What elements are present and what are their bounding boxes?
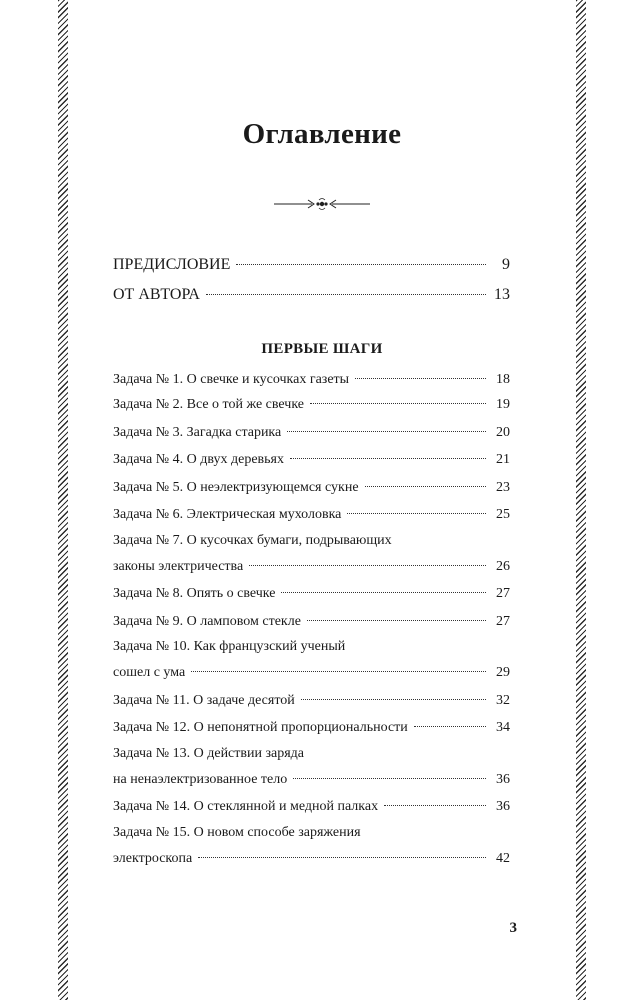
dot-leader [290, 458, 486, 459]
toc-entry-title: ОТ АВТОРА [113, 286, 200, 303]
toc-entry-page: 27 [496, 613, 510, 629]
toc-entry-title: Задача № 14. О стеклянной и медной палках [113, 799, 379, 814]
section-title: ПЕРВЫЕ ШАГИ [261, 341, 383, 357]
toc-entry-row[interactable] [113, 501, 510, 529]
toc-entry-title: ПРЕДИСЛОВИЕ [113, 256, 231, 273]
toc-entry-title: Задача № 1. О свечке и кусочках газеты [113, 372, 350, 387]
dot-leader [384, 805, 486, 806]
toc-entry-page: 29 [496, 665, 510, 680]
dot-leader [198, 857, 486, 858]
dot-leader [191, 671, 486, 672]
dot-leader [293, 778, 486, 779]
dot-leader [206, 294, 486, 295]
toc-entry-title: Задача № 6. Электрическая мухоловка [113, 507, 342, 522]
dot-leader [281, 592, 486, 593]
dot-leader [249, 565, 486, 566]
toc-entry-title: законы электричества [113, 558, 244, 574]
toc-entry-page: 36 [496, 771, 510, 787]
toc-entry-title: Задача № 8. Опять о свечке [113, 586, 276, 601]
toc-entry-line[interactable] [113, 821, 510, 845]
toc-entry-page: 25 [496, 507, 510, 522]
toc-entry-page: 21 [496, 452, 510, 467]
toc-entry-title: Задача № 10. Как французский ученый [113, 639, 346, 654]
toc-entry-title: Задача № 3. Загадка старика [113, 424, 282, 440]
toc-entry-page: 32 [496, 692, 510, 708]
toc-entry-title: сошел с ума [113, 665, 186, 680]
dot-leader [301, 699, 486, 700]
toc-entry-line[interactable] [113, 742, 510, 766]
toc-entry-page: 20 [496, 424, 510, 440]
dot-leader [414, 726, 486, 727]
toc-entry-row[interactable] [113, 766, 510, 794]
toc-entry-row[interactable] [113, 845, 510, 873]
toc-entry-row[interactable] [113, 580, 510, 608]
toc-entry-page: 27 [496, 586, 510, 601]
toc-entry-row[interactable] [113, 391, 510, 419]
toc-entry-title: Задача № 2. Все о той же свечке [113, 397, 304, 412]
toc-entry-page: 36 [496, 799, 510, 814]
toc-entry-line[interactable] [113, 635, 510, 659]
toc-entry-page: 23 [496, 479, 510, 495]
toc-entry-row[interactable] [113, 474, 510, 502]
toc-entry-title: электроскопа [113, 850, 193, 866]
toc-entry-title: Задача № 4. О двух деревьях [113, 452, 284, 467]
toc-list [113, 369, 510, 872]
toc-entry-row[interactable] [113, 280, 510, 310]
toc-entry-row[interactable] [113, 419, 510, 447]
toc-entry-page: 19 [496, 397, 510, 412]
dot-leader [236, 264, 486, 265]
toc-entry-row[interactable] [113, 369, 510, 391]
dot-leader [365, 486, 486, 487]
toc-entry-line[interactable] [113, 529, 510, 553]
toc-entry-page: 42 [496, 850, 510, 866]
toc-entry-title: на ненаэлектризованное тело [113, 771, 288, 787]
toc-entry-title: Задача № 9. О ламповом стекле [113, 613, 301, 629]
dot-leader [347, 513, 486, 514]
page-number: 3 [509, 920, 517, 936]
toc-entry-page: 26 [496, 558, 510, 574]
toc-entry-page: 18 [496, 372, 510, 387]
toc-entry-page: 9 [502, 256, 510, 273]
toc-entry-title: Задача № 15. О новом способе заряжения [113, 824, 361, 840]
toc-entry-row[interactable] [113, 793, 510, 821]
ornament-divider [272, 197, 372, 211]
toc-entry-title: Задача № 11. О задаче десятой [113, 692, 295, 708]
toc-entry-title: Задача № 12. О непонятной пропорциональности [113, 720, 408, 735]
toc-entry-title: Задача № 7. О кусочках бумаги, подрывающих [113, 532, 392, 548]
toc-entry-row[interactable] [113, 250, 510, 280]
front-matter-list [113, 250, 510, 310]
toc-entry-title: Задача № 13. О действии заряда [113, 745, 305, 761]
toc-entry-row[interactable] [113, 714, 510, 742]
dot-leader [355, 378, 486, 379]
toc-entry-title: Задача № 5. О неэлектризующемся сукне [113, 479, 359, 495]
toc-entry-page: 13 [494, 286, 510, 303]
toc-entry-row[interactable] [113, 608, 510, 636]
toc-entry-row[interactable] [113, 553, 510, 581]
dot-leader [287, 431, 486, 432]
page-title: Оглавление [242, 118, 402, 150]
dot-leader [310, 403, 486, 404]
toc-entry-row[interactable] [113, 446, 510, 474]
toc-entry-row[interactable] [113, 659, 510, 687]
toc-entry-row[interactable] [113, 687, 510, 715]
dot-leader [307, 620, 486, 621]
toc-entry-page: 34 [496, 720, 510, 735]
